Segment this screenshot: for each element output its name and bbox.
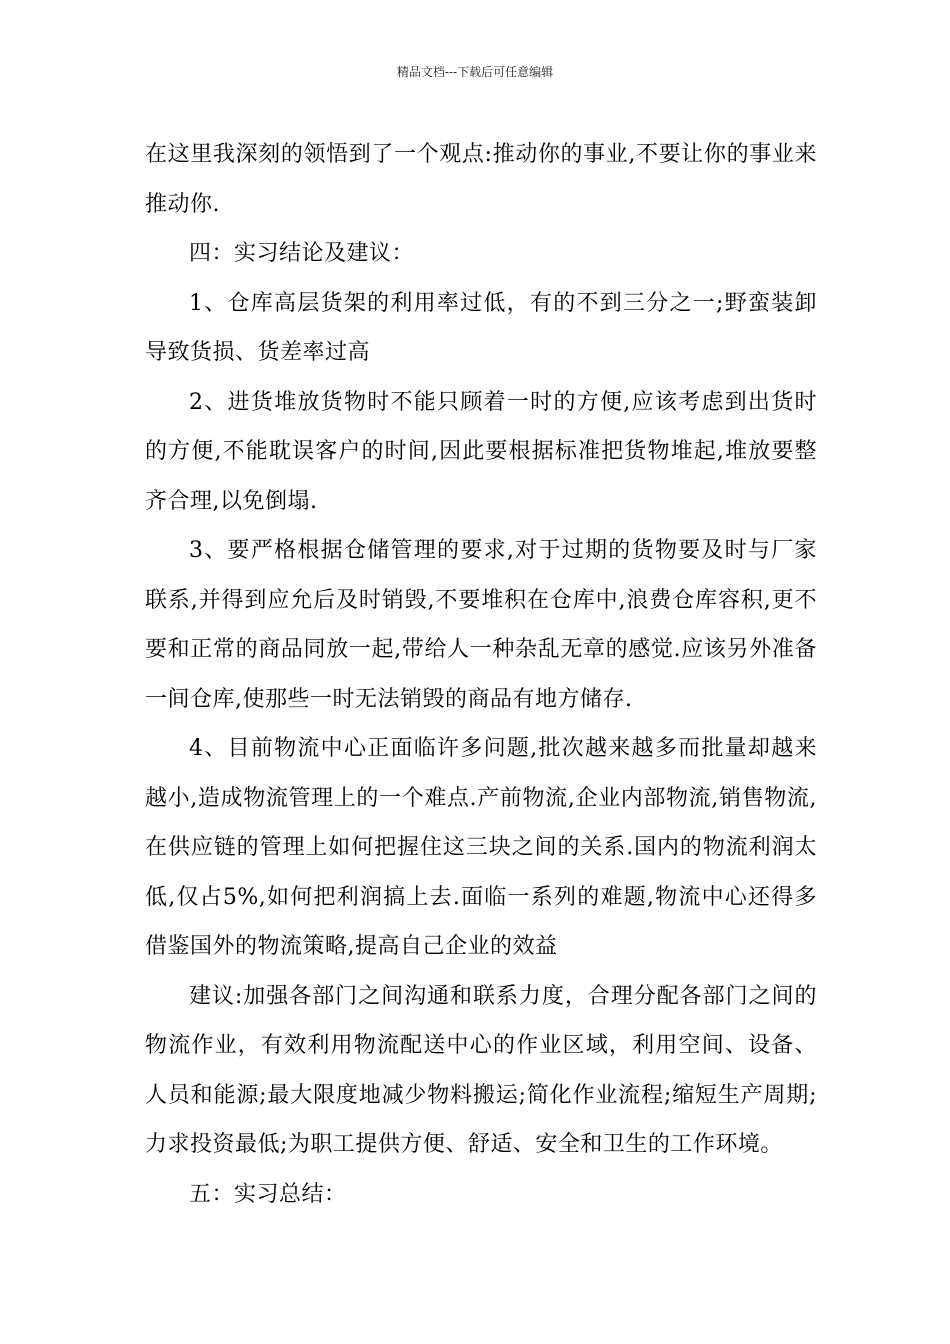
paragraph-point-3: 3、要严格根据仓储管理的要求,对于过期的货物要及时与厂家联系,并得到应允后及时销毁,不要堆积在仓库中,浪费仓库容积,更不要和正常的商品同放一起,带给人一种杂乱无章的感觉.应该另外准备一间仓库,使那些一时无法销毁的商品有地方储存. xyxy=(145,538,817,712)
page-header: 精品文档---下载后可任意编辑 xyxy=(396,65,554,79)
paragraph-conclusion-continued: 在这里我深刻的领悟到了一个观点:推动你的事业,不要让你的事业来推动你. xyxy=(145,142,817,217)
paragraph-point-1: 1、仓库高层货架的利用率过低，有的不到三分之一;野蛮装卸导致货损、货差率过高 xyxy=(145,290,817,365)
document-body xyxy=(145,130,817,1219)
section-heading-conclusions: 四：实习结论及建议： xyxy=(189,241,415,266)
paragraph-point-4: 4、目前物流中心正面临许多问题,批次越来越多而批量却越来越小,造成物流管理上的一个难点.产前物流,企业内部物流,销售物流,在供应链的管理上如何把握住这三块之间的关系.国内的物流利润太低,仅占5%,如何把利润搞上去.面临一系列的难题,物流中心还得多借鉴国外的物流策略,提高自己企业的效益 xyxy=(145,736,817,959)
paragraph-point-2: 2、进货堆放货物时不能只顾着一时的方便,应该考虑到出货时的方便,不能耽误客户的时间,因此要根据标准把货物堆起,堆放要整齐合理,以免倒塌. xyxy=(145,389,817,514)
section-heading-summary: 五：实习总结： xyxy=(189,1181,347,1207)
paragraph-suggestions: 建议:加强各部门之间沟通和联系力度，合理分配各部门之间的物流作业，有效利用物流配送中心的作业区域，利用空间、设备、人员和能源;最大限度地减少物料搬运;简化作业流程;缩短生产周期;力求投资最低;为职工提供方便、舒适、安全和卫生的工作环境。 xyxy=(145,983,817,1157)
